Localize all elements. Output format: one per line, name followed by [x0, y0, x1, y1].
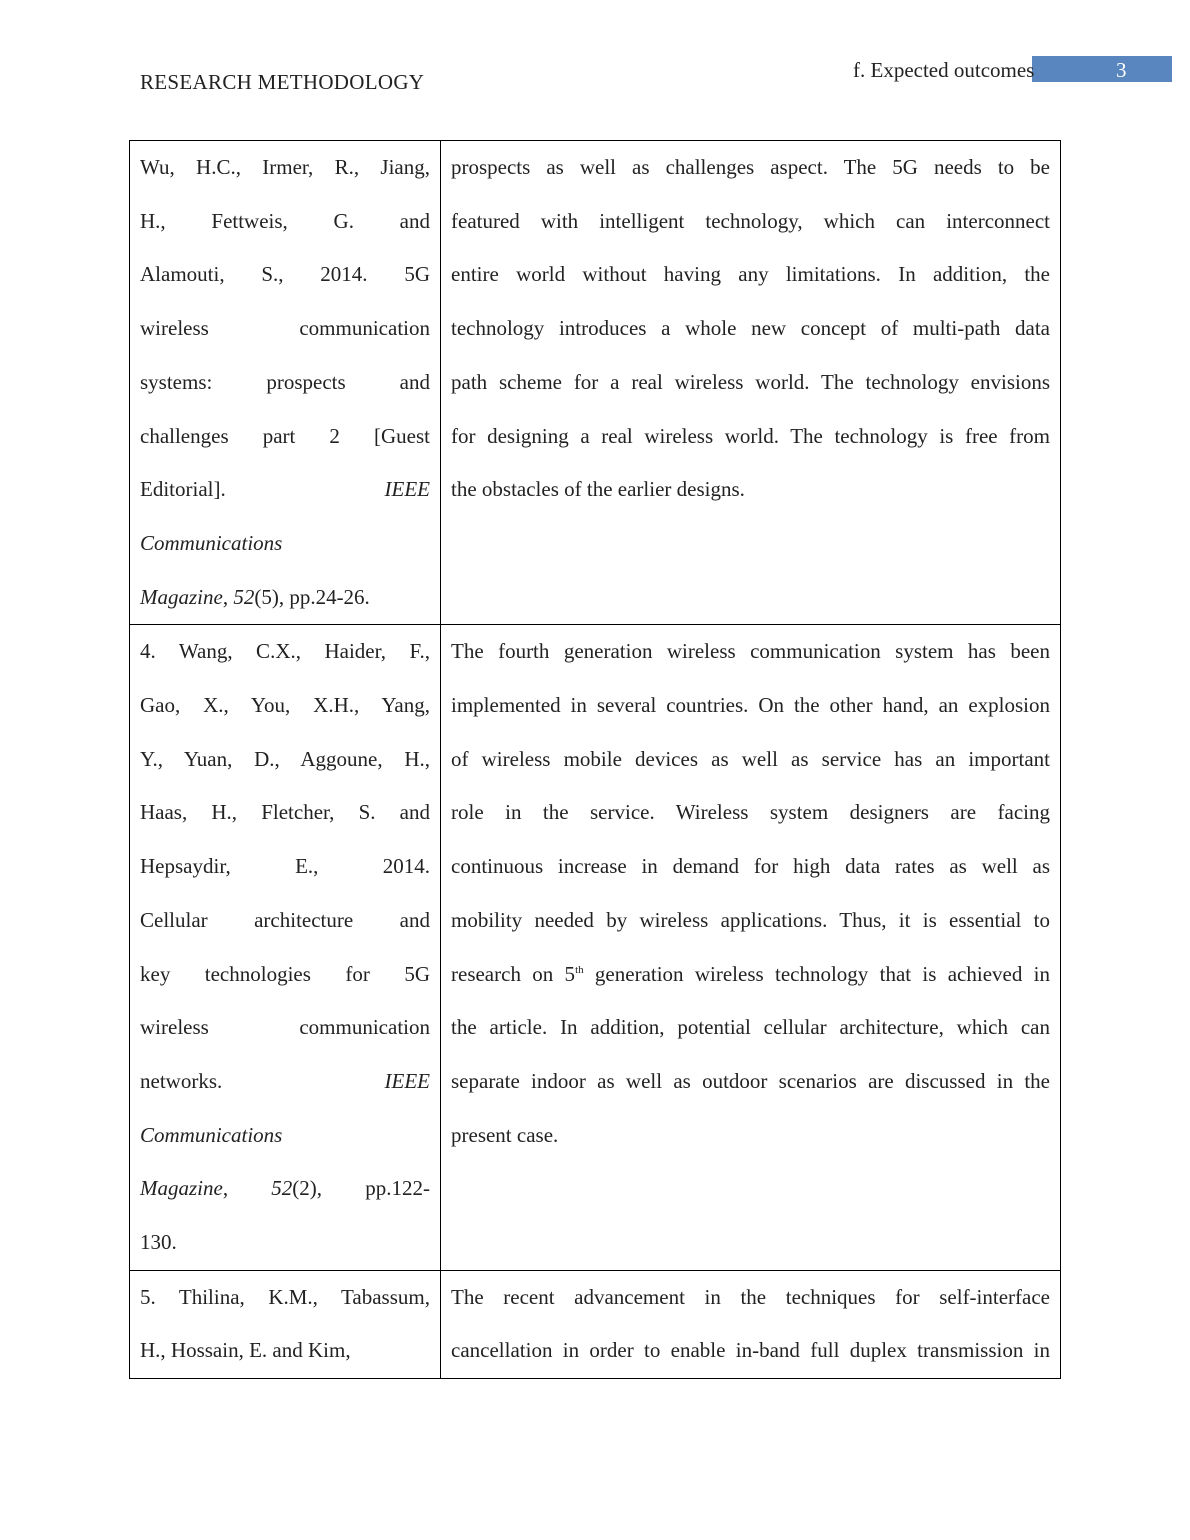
journal-italic: 52: [233, 584, 255, 609]
summary-cell: [441, 1270, 1061, 1378]
reference-line: [140, 1001, 430, 1055]
reference-text: H., Hossain, E. and Kim,: [140, 1338, 351, 1363]
reference-text: challenges part 2 [Guest: [140, 423, 430, 448]
reference-text: (2), pp.122-: [292, 1176, 430, 1201]
reference-line: [140, 141, 430, 195]
reference-text: ,: [222, 1176, 272, 1201]
reference-line: [140, 679, 430, 733]
summary-line: mobility needed by wireless applications. Thus, it is essential to: [451, 907, 1050, 932]
reference-line: [140, 786, 430, 840]
reference-line: [140, 571, 430, 625]
summary-line: implemented in several countries. On the other hand, an explosion: [451, 693, 1050, 718]
summary-cell: [441, 141, 1061, 625]
reference-text: networks.: [140, 1068, 385, 1093]
summary-line: prospects as well as challenges aspect. The 5G needs to be: [451, 155, 1050, 179]
reference-text: Haas, H., Fletcher, S. and: [140, 800, 430, 825]
reference-line: [140, 948, 430, 1002]
journal-italic: Magazine: [140, 1176, 223, 1201]
summary-cell: [441, 625, 1061, 1270]
reference-text: Alamouti, S., 2014. 5G: [140, 262, 430, 287]
reference-text: Y., Yuan, D., Aggoune, H.,: [140, 746, 430, 771]
reference-line: [140, 1216, 430, 1270]
reference-line: [140, 410, 430, 464]
summary-line: present case.: [451, 1122, 559, 1147]
reference-cell: [130, 625, 441, 1270]
summary-line: the article. In addition, potential cellular architecture, which can: [451, 1015, 1050, 1040]
summary-line: role in the service. Wireless system designers are facing: [451, 800, 1050, 825]
journal-italic: IEEE: [384, 1068, 430, 1093]
reference-text: systems: prospects and: [140, 369, 430, 394]
summary-line: for designing a real wireless world. The technology is free from: [451, 423, 1050, 448]
reference-text: (5), pp.24-26.: [254, 584, 370, 609]
journal-italic: 52: [271, 1176, 293, 1201]
reference-line: [140, 840, 430, 894]
reference-cell: [130, 141, 441, 625]
page-number-bar: [1032, 56, 1172, 82]
summary-line: the obstacles of the earlier designs.: [451, 477, 745, 502]
summary-line: continuous increase in demand for high data rates as well as: [451, 854, 1050, 879]
reference-line: [140, 463, 430, 517]
summary-line: path scheme for a real wireless world. The technology envisions: [451, 369, 1050, 394]
reference-text: Editorial].: [140, 477, 385, 502]
reference-line: [140, 517, 430, 571]
reference-line: [140, 1162, 430, 1216]
reference-text: Gao, X., You, X.H., Yang,: [140, 693, 430, 718]
summary-line: separate indoor as well as outdoor scenarios are discussed in the: [451, 1068, 1050, 1093]
reference-text: wireless communication: [140, 1015, 430, 1040]
reference-line: [140, 1271, 430, 1325]
summary-line: featured with intelligent technology, which can interconnect: [451, 208, 1050, 233]
table-row: [130, 141, 1061, 625]
reference-text: Cellular architecture and: [140, 907, 430, 932]
reference-text: 5. Thilina, K.M., Tabassum,: [140, 1284, 430, 1309]
reference-text: Hepsaydir, E., 2014.: [140, 854, 430, 879]
journal-italic: IEEE: [384, 477, 430, 502]
summary-line: entire world without having any limitations. In addition, the: [451, 262, 1050, 287]
reference-text: ,: [222, 584, 234, 609]
reference-cell: [130, 1270, 441, 1378]
summary-line: of wireless mobile devices as well as service has an important: [451, 746, 1050, 771]
journal-italic: Magazine: [140, 584, 223, 609]
journal-italic: Communications: [140, 530, 283, 555]
reference-line: [140, 733, 430, 787]
summary-line: research on 5th generation wireless technology that is achieved in: [451, 961, 1050, 986]
reference-line: [140, 1109, 430, 1163]
reference-line: [140, 625, 430, 679]
reference-text: 4. Wang, C.X., Haider, F.,: [140, 639, 430, 664]
page-number: 3: [1116, 58, 1127, 82]
reference-line: [140, 1055, 430, 1109]
summary-line: The fourth generation wireless communication system has been: [451, 639, 1050, 664]
table-row: [130, 1270, 1061, 1378]
reference-line: [140, 356, 430, 410]
summary-line: cancellation in order to enable in-band full duplex transmission in: [451, 1338, 1050, 1363]
summary-line: technology introduces a whole new concept of multi-path data: [451, 316, 1050, 341]
summary-line: The recent advancement in the techniques for self-interface: [451, 1284, 1050, 1309]
reference-line: [140, 302, 430, 356]
references-table: [129, 140, 1061, 1379]
running-head: RESEARCH METHODOLOGY: [140, 70, 425, 94]
reference-line: [140, 894, 430, 948]
reference-text: 130.: [140, 1230, 177, 1255]
reference-line: [140, 1324, 430, 1378]
reference-text: wireless communication: [140, 316, 430, 341]
reference-text: H., Fettweis, G. and: [140, 208, 430, 233]
reference-text: key technologies for 5G: [140, 961, 430, 986]
reference-text: Wu, H.C., Irmer, R., Jiang,: [140, 155, 430, 179]
journal-italic: Communications: [140, 1122, 283, 1147]
reference-line: [140, 248, 430, 302]
table-row: [130, 625, 1061, 1270]
section-label: f. Expected outcomes: [853, 58, 1035, 82]
reference-line: [140, 195, 430, 249]
